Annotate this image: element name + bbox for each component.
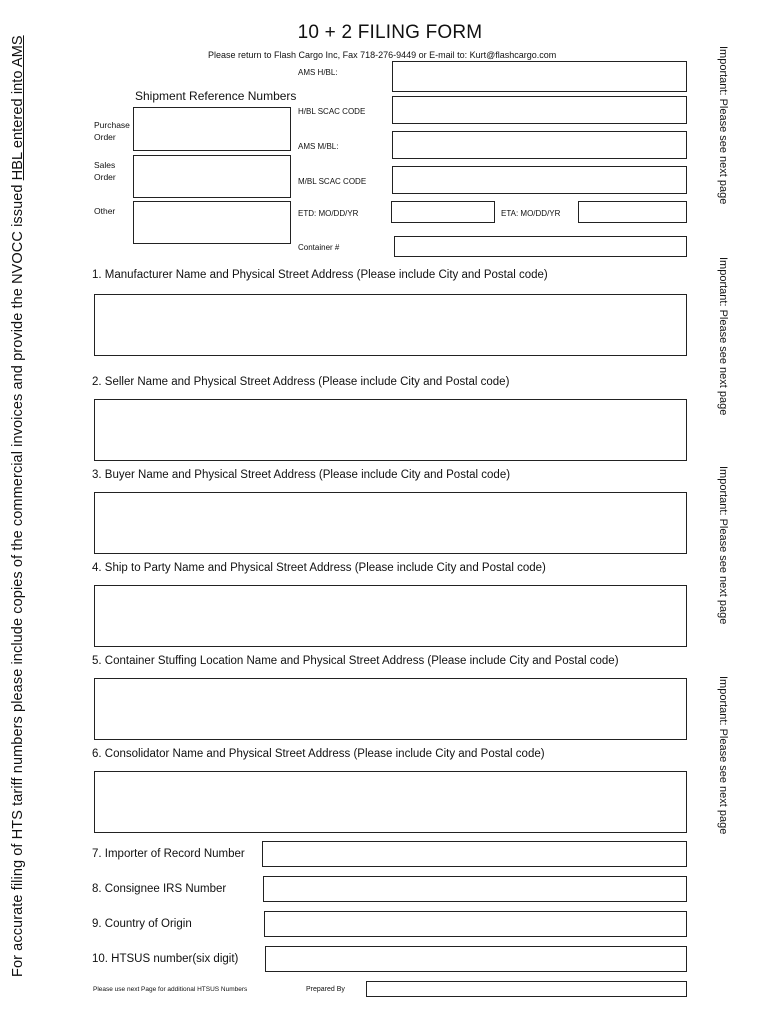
prepared-by-field[interactable]: [366, 981, 687, 997]
container-stuffing-address-field[interactable]: [94, 678, 687, 740]
shipment-reference-heading: Shipment Reference Numbers: [135, 89, 297, 103]
section-6-label: 6. Consolidator Name and Physical Street Address (Please include City and Postal code): [92, 748, 545, 760]
importer-of-record-label: 7. Importer of Record Number: [92, 848, 245, 860]
country-of-origin-label: 9. Country of Origin: [92, 918, 192, 930]
country-of-origin-field[interactable]: [264, 911, 687, 937]
eta-label: ETA: MO/DD/YR: [501, 209, 561, 218]
sales-order-field[interactable]: [133, 155, 291, 198]
manufacturer-address-field[interactable]: [94, 294, 687, 356]
consolidator-address-field[interactable]: [94, 771, 687, 833]
eta-field[interactable]: [578, 201, 687, 223]
side-note-right-3: Important: Please see next page: [717, 466, 729, 625]
other-reference-field[interactable]: [133, 201, 291, 244]
form-subtitle: Please return to Flash Cargo Inc, Fax 718-276-9449 or E-mail to: Kurt@flashcargo.com: [208, 50, 557, 60]
side-note-right-4: Important: Please see next page: [717, 676, 729, 835]
prepared-by-label: Prepared By: [306, 986, 345, 993]
sales-order-label: Sales Order: [94, 160, 116, 182]
consignee-irs-label: 8. Consignee IRS Number: [92, 883, 227, 895]
ams-hbl-field[interactable]: [392, 61, 687, 92]
ams-mbl-label: AMS M/BL:: [298, 142, 339, 151]
container-field[interactable]: [394, 236, 687, 257]
hbl-scac-field[interactable]: [392, 96, 687, 124]
section-2-label: 2. Seller Name and Physical Street Address (Please include City and Postal code): [92, 376, 510, 388]
importer-of-record-field[interactable]: [262, 841, 687, 867]
etd-field[interactable]: [391, 201, 495, 223]
side-note-right-2: Important: Please see next page: [717, 257, 729, 416]
section-5-label: 5. Container Stuffing Location Name and Physical Street Address (Please include City and Postal code): [92, 655, 619, 667]
mbl-scac-label: M/BL SCAC CODE: [298, 177, 367, 186]
container-label: Container #: [298, 243, 340, 252]
buyer-address-field[interactable]: [94, 492, 687, 554]
purchase-order-field[interactable]: [133, 107, 291, 151]
side-note-left: [10, 35, 26, 977]
mbl-scac-field[interactable]: [392, 166, 687, 194]
htsus-number-label: 10. HTSUS number(six digit): [92, 953, 239, 965]
consignee-irs-field[interactable]: [263, 876, 687, 902]
purchase-order-label: Purchase Order: [94, 120, 130, 142]
ams-hbl-label: AMS H/BL:: [298, 68, 338, 77]
hbl-scac-label: H/BL SCAC CODE: [298, 107, 366, 116]
ams-mbl-field[interactable]: [392, 131, 687, 159]
form-title: 10 + 2 FILING FORM: [297, 22, 483, 43]
other-reference-label: Other: [94, 206, 116, 216]
htsus-number-field[interactable]: [265, 946, 687, 972]
ship-to-party-address-field[interactable]: [94, 585, 687, 647]
section-4-label: 4. Ship to Party Name and Physical Street Address (Please include City and Postal code): [92, 562, 546, 574]
etd-label: ETD: MO/DD/YR: [298, 209, 359, 218]
side-note-right-1: Important: Please see next page: [717, 46, 729, 205]
section-3-label: 3. Buyer Name and Physical Street Address (Please include City and Postal code): [92, 469, 511, 481]
footer-note: Please use next Page for additional HTSUS Numbers: [93, 986, 248, 993]
side-note-left-text: For accurate filing of HTS tariff numbers please include copies of the commercial invoices and provide the NVOCC issued: [10, 180, 26, 977]
section-1-label: 1. Manufacturer Name and Physical Street Address (Please include City and Postal code): [92, 269, 548, 281]
seller-address-field[interactable]: [94, 399, 687, 461]
side-note-left-underlined: HBL entered into AMS: [10, 35, 26, 181]
